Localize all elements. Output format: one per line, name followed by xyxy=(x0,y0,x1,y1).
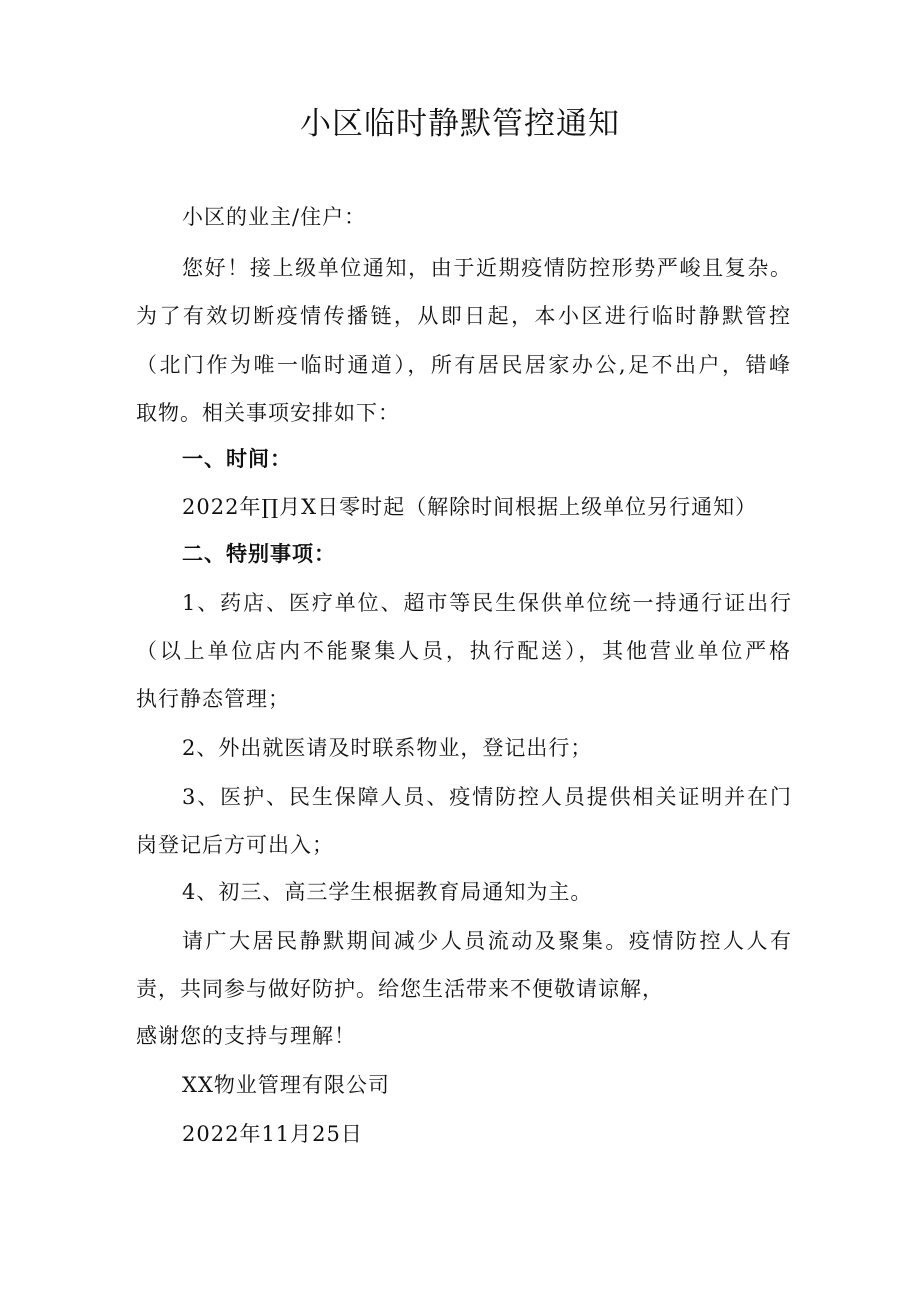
signature-company: XX物业管理有限公司 xyxy=(182,1073,390,1097)
section-heading-time: 一、时间： xyxy=(182,447,292,471)
item-1-line-1: 1、药店、医疗单位、超市等民生保供单位统一持通行证出行 xyxy=(182,591,792,615)
closing-line-1: 请广大居民静默期间减少人员流动及聚集。疫情防控人人有 xyxy=(182,929,792,953)
intro-line-2: 为了有效切断疫情传播链，从即日起，本小区进行临时静默管控 xyxy=(136,304,791,328)
intro-line-4: 取物。相关事项安排如下： xyxy=(136,401,400,425)
notice-title: 小区临时静默管控通知 xyxy=(300,106,620,142)
item-1-line-3: 执行静态管理； xyxy=(136,687,290,711)
item-3-line-2: 岗登记后方可出入； xyxy=(136,833,334,857)
intro-line-3: （北门作为唯一临时通道），所有居民居家办公,足不出户，错峰 xyxy=(136,353,791,377)
section-heading-special: 二、特别事项： xyxy=(182,542,336,566)
item-2: 2、外出就医请及时联系物业，登记出行； xyxy=(182,736,593,760)
signature-date: 2022年11月25日 xyxy=(182,1122,363,1146)
item-1-line-2: （以上单位店内不能聚集人员，执行配送），其他营业单位严格 xyxy=(136,639,791,663)
item-4: 4、初三、高三学生根据教育局通知为主。 xyxy=(182,880,593,904)
salutation: 小区的业主/住户： xyxy=(182,205,367,229)
time-text: 2022年∏月X日零时起（解除时间根据上级单位另行通知） xyxy=(182,495,758,519)
intro-line-1: 您好！接上级单位通知，由于近期疫情防控形势严峻且复杂。 xyxy=(182,256,792,280)
item-3-line-1: 3、医护、民生保障人员、疫情防控人员提供相关证明并在门 xyxy=(182,785,792,809)
closing-line-3: 感谢您的支持与理解！ xyxy=(136,1024,356,1048)
closing-line-2: 责，共同参与做好防护。给您生活带来不便敬请谅解， xyxy=(136,977,664,1001)
